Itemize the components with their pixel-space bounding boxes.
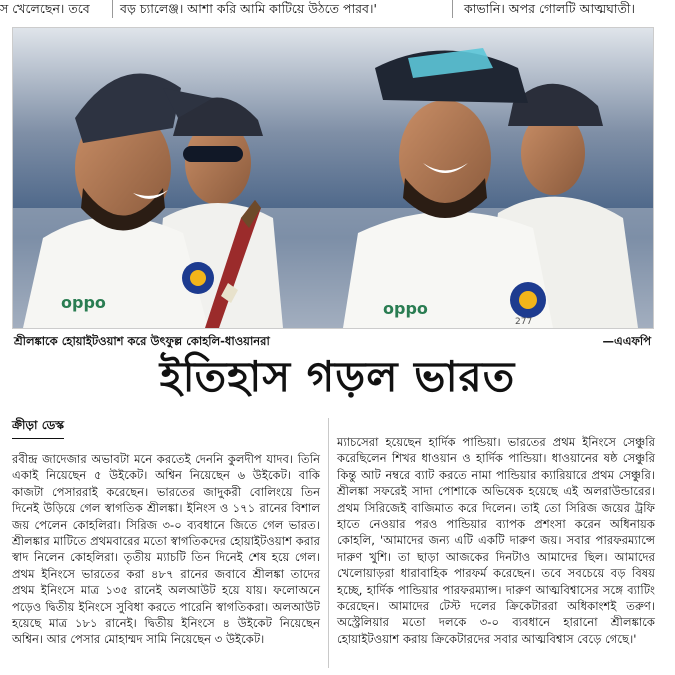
svg-text:oppo: oppo [383,299,428,318]
prev-article-fragment-middle: বড় চ্যালেঞ্জ। আশা করি আমি কাটিয়ে উঠতে পারব।' [120,1,377,16]
column-rule [452,0,453,18]
column-rule [112,0,113,18]
photo-illustration [13,28,653,328]
prev-article-fragment-right: কাভানি। অপর গোলটি আত্মঘাতী। [464,1,635,16]
article-column-left: রবীন্দ্র জাদেজার অভাবটা মনে করতেই দেননি কুলদীপ যাদব। তিনি একাই নিয়েছেন ৫ উইকেট। অশ্বিন নিয়েছেন ৬ উইকেট। বাকি কাজটা পেসাররাই করেছেন। ভারতের জাদুকরী বোলিংয়ে তিন দিনেই উড়িয়ে গেল স্বাগতিক শ্রীলঙ্কা। ইনিংস ও ১৭১ রানের বিশাল জয় পেলেন কোহলিরা। সিরিজ ৩-০ ব্যবধানে জিতে গেল ভারত। শ্রীলঙ্কার মাটিতে প্রথমবারের মতো স্বাগতিকদের হোয়াইটওয়াশ করার স্বাদ নিলেন কোহলিরা। তৃতীয় ম্যাচটি তিন দিনেই শেষ হয়ে গেল। প্রথম ইনিংসে ভারতের করা ৪৮৭ রানের জবাবে শ্রীলঙ্কা তাদের প্রথম ইনিংসে মাত্র ১৩৫ রানেই অলআউট হয়ে যায়। ফলোঅনে পড়েও দ্বিতীয় ইনিংসে সুবিধা করতে পারেনি স্বাগতিকরা। অলআউট হয়েছে মাত্র ১৮১ রানেই। দ্বিতীয় ইনিংসে ৪ উইকেট নিয়েছেন অশ্বিন। আর পেসার মোহাম্মদ সামি নিয়েছেন ৩ উইকেট। [12,452,320,647]
article-headline: ইতিহাস গড়ল ভারত [159,352,516,401]
article-column-right: ম্যাচসেরা হয়েছেন হার্দিক পান্ডিয়া। ভারতের প্রথম ইনিংসে সেঞ্চুরি করেছিলেন শিখর ধাওয়ান ও হার্দিক পান্ডিয়া। ধাওয়ানের ষষ্ঠ সেঞ্চুরি কিন্তু আট নম্বরে ব্যাট করতে নামা পান্ডিয়ার ক্যারিয়ারে প্রথম সেঞ্চুরি। শ্রীলঙ্কা সফরেই সাদা পোশাকে অভিষেক হয়েছে এই অলরাউন্ডারের। প্রথম সিরিজেই বাজিমাত করে দিলেন। তাই তো সিরিজ জয়ের ট্রফি হাতে নেওয়ার পরও পান্ডিয়ার ব্যাপক প্রশংসা করেন অধিনায়ক কোহলি, 'আমাদের জন্য এটি একটি দারুণ জয়। সবার পারফরম্যান্সে দারুণ খুশি। তা ছাড়া আজকের দিনটাও আমাদের ছিল। আমাদের খেলোয়াড়রা ধারাবাহিক পারফর্ম করেছেন। তবে সবচেয়ে বড় বিষয় হচ্ছে, হার্দিক পান্ডিয়ার পারফরম্যান্স। দারুণ আত্মবিশ্বাসের সঙ্গে ব্যাটিং করেছেন। আমাদের টেস্ট দলের ক্রিকেটাররা অধিকাংশই তরুণ। অস্ট্রেলিয়ার মতো দলকে ৩-০ ব্যবধানে হারানো শ্রীলঙ্কাকে হোয়াইটওয়াশ করায় ক্রিকেটারদের সবার আত্মবিশ্বাস বেড়ে গেছে।' [337,435,655,646]
svg-text:277: 277 [515,317,533,327]
news-photo [12,27,654,329]
prev-article-fragment-left: স খেলেছেন। তবে [0,1,90,16]
svg-text:oppo: oppo [61,293,106,312]
column-divider [328,418,329,668]
byline-desk: ক্রীড়া ডেস্ক [12,417,64,439]
previous-articles-strip [0,0,675,22]
photo-credit: —এএফপি [602,334,651,348]
photo-caption: শ্রীলঙ্কাকে হোয়াইটওয়াশ করে উৎফুল্ল কোহলি-ধাওয়ানরা [14,334,270,348]
